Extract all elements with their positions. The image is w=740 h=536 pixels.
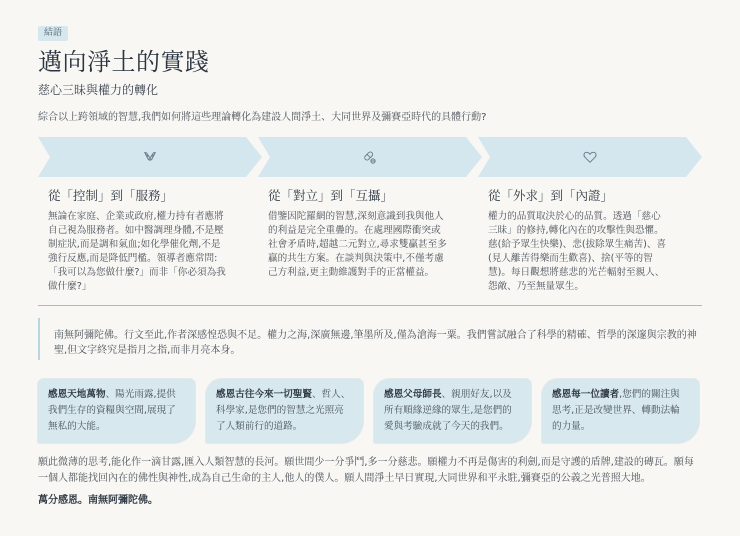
closing-wishes: 願此微薄的思考,能化作一滴甘露,匯入人類智慧的長河。願世間少一分爭鬥,多一分慈悲。願權力不再是傷害的利劍,而是守護的盾牌,建設的磚瓦。願每一個人都能找回內在的佛性與神性,成為自己生命的主人,他人的僕人。願人間淨土早日實現,大同世界和平永駐,彌賽亞的公義之光普照大地。 bbox=[38, 457, 694, 484]
step-body: 無論在家庭、企業或政府,權力持有者應將自己視為服務者。如中醫調理身體,不是壓制症狀,而是調和氣血;如化學催化劑,不是強行反應,而是降低門檻。領導者應常問:「我可以為您做什麼?」而非「你必須為我做什麼?」 bbox=[48, 211, 226, 292]
intro-text: 綜合以上跨領域的智慧,我們如何將這些理論轉化為建設人間淨土、大同世界及彌賽亞時代的具體行動? bbox=[38, 112, 487, 123]
gratitude-card-text: 、陽光雨露,提供我們生存的資糧與空間,展現了無私的大能。 bbox=[48, 389, 176, 432]
step-opposition-to-interpenetration bbox=[258, 137, 482, 280]
section-divider bbox=[38, 305, 702, 306]
section-badge: 結語 bbox=[38, 26, 68, 41]
pills-icon bbox=[362, 149, 378, 165]
gratitude-card bbox=[542, 379, 699, 443]
gratitude-card-heading: 感恩父母師長 bbox=[384, 389, 442, 400]
page-title: 邁向淨土的實踐 bbox=[38, 48, 210, 76]
gratitude-card-text: 、親朋好友,以及所有順緣逆緣的眾生,是您們的愛與考驗成就了今天的我們。 bbox=[384, 389, 512, 432]
gratitude-card-text: ,您們的關注與思考,正是改變世界、轉動法輪的力量。 bbox=[552, 389, 680, 432]
heart-icon bbox=[582, 149, 598, 165]
gratitude-card-heading: 感恩每一位讀者 bbox=[552, 389, 620, 400]
gratitude-card-heading: 感恩古往今來一切聖賢 bbox=[216, 389, 312, 400]
step-title: 從「外求」到「內證」 bbox=[488, 188, 614, 203]
step-external-to-internal bbox=[478, 137, 702, 294]
step-chevron bbox=[258, 137, 482, 177]
step-title: 從「對立」到「互攝」 bbox=[268, 188, 394, 203]
transformation-steps bbox=[38, 137, 702, 297]
gratitude-cards bbox=[38, 379, 702, 443]
step-control-to-service bbox=[38, 137, 262, 294]
step-chevron bbox=[478, 137, 702, 177]
gratitude-card bbox=[374, 379, 531, 443]
step-title: 從「控制」到「服務」 bbox=[48, 188, 174, 203]
step-body: 權力的品質取決於心的品質。透過「慈心三昧」的修持,轉化內在的攻擊性與恐懼。慈(給予眾生快樂)、悲(拔除眾生痛苦)、喜(見人離苦得樂而生歡喜)、捨(平等的智慧)。每日觀想將慈悲的光芒輻射至親人、怨敵、乃至無量眾生。 bbox=[488, 211, 667, 292]
gratitude-card bbox=[206, 379, 363, 443]
final-blessing: 萬分感恩。南無阿彌陀佛。 bbox=[38, 495, 158, 506]
gratitude-card-heading: 感恩天地萬物 bbox=[48, 389, 106, 400]
step-body: 借鑒因陀羅網的智慧,深刻意識到我與他人的利益是完全重疊的。在處理國際衝突或社會矛盾時,超越二元對立,尋求雙贏甚至多贏的共生方案。在談判與決策中,不僅考慮己方利益,更主動維護對手的正當權益。 bbox=[268, 211, 447, 278]
praying-hands-icon bbox=[142, 149, 158, 165]
author-reflection-quote: 南無阿彌陀佛。行文至此,作者深感惶恐與不足。權力之海,深廣無邊,筆墨所及,僅為滄海一粟。我們嘗試融合了科學的精確、哲學的深邃與宗教的神聖,但文字終究是指月之指,而非月亮本身。 bbox=[38, 318, 698, 360]
step-chevron bbox=[38, 137, 262, 177]
page-subtitle: 慈心三昧與權力的轉化 bbox=[38, 83, 159, 97]
gratitude-card bbox=[38, 379, 195, 443]
gratitude-card-text: 、哲人、科學家,是您們的智慧之光照亮了人類前行的道路。 bbox=[216, 389, 351, 432]
